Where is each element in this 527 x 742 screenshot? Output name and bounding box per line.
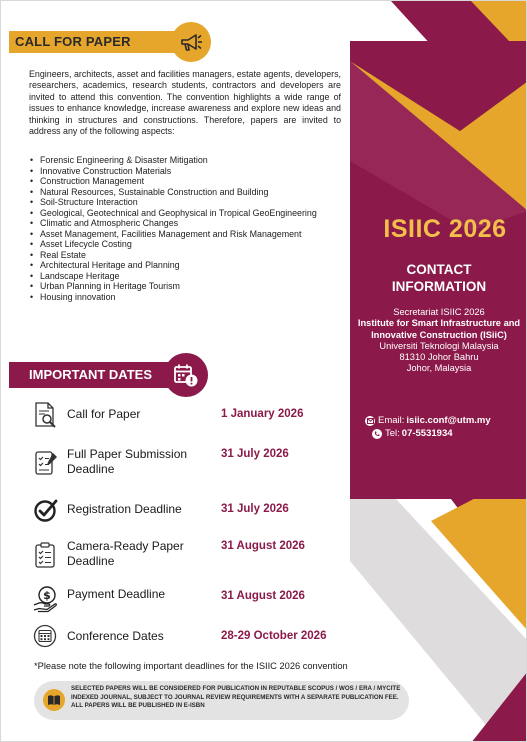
call-for-paper-intro: Engineers, architects, asset and facilities managers, estate agents, developers, researchers, academics, research students, contractors and developers are invited to attend this convention. The convention highlights a wide range of issues to enhance knowledge, increase awareness and explore new ideas and thinking in structures and constructions. Therefore, papers are invited to address any of the following aspects:: [29, 69, 341, 137]
check-circle-icon: [33, 497, 57, 523]
tel-label: Tel:: [385, 427, 400, 439]
hand-dollar-icon: [33, 585, 57, 611]
topic-item: • Soil-Structure Interaction: [29, 197, 339, 208]
contact-heading: [355, 261, 523, 295]
topic-item: • Asset Management, Facilities Management and Risk Management: [29, 229, 339, 240]
date-value: 1 January 2026: [221, 408, 304, 420]
document-search-icon: [33, 401, 57, 427]
topic-item: • Architectural Heritage and Planning: [29, 260, 339, 271]
date-value: 31 August 2026: [221, 590, 305, 602]
institute-name: Institute for Smart Infrastructure and Innovative Construction (ISiiC): [357, 318, 521, 340]
megaphone-icon: [171, 22, 211, 62]
topic-item: • Real Estate: [29, 250, 339, 261]
tel-row: [365, 428, 523, 441]
date-value: 31 July 2026: [221, 503, 289, 515]
topic-item: • Natural Resources, Sustainable Construction and Building: [29, 187, 339, 198]
contact-heading-line1: CONTACT: [406, 262, 472, 277]
email-label: Email:: [378, 415, 405, 426]
calendar-circle-icon: [33, 623, 57, 649]
calendar-alert-icon: [164, 353, 208, 397]
secretariat: Secretariat ISIIC 2026: [393, 307, 485, 317]
svg-text:$: $: [43, 589, 51, 602]
contact-lines: [365, 415, 523, 440]
topic-item: • Climatic and Atmospheric Changes: [29, 218, 339, 229]
date-label: Camera-Ready Paper Deadline: [67, 539, 184, 568]
tel-number[interactable]: 07-5531934: [401, 427, 453, 439]
important-dates-title: IMPORTANT DATES: [29, 367, 153, 382]
topics-list: [29, 155, 339, 302]
topic-item: • Housing innovation: [29, 292, 339, 303]
date-value: 28-29 October 2026: [221, 630, 327, 642]
topic-item: • Construction Management: [29, 176, 339, 187]
date-label: Call for Paper: [67, 407, 141, 421]
deadline-note: *Please note the following important deadlines for the ISIIC 2026 convention: [34, 661, 348, 671]
date-label: Conference Dates: [67, 629, 164, 643]
topic-item: • Asset Lifecycle Costing: [29, 239, 339, 250]
phone-icon: [372, 429, 382, 439]
email-link[interactable]: isiic.conf@utm.my: [406, 415, 491, 426]
clipboard-checklist-icon: [33, 541, 57, 567]
date-label: Registration Deadline: [67, 502, 182, 516]
email-icon: [365, 416, 375, 426]
topic-item: • Forensic Engineering & Disaster Mitigation: [29, 155, 339, 166]
date-label: Payment Deadline: [67, 587, 166, 601]
checklist-pen-icon: [33, 449, 57, 475]
contact-address: [355, 307, 523, 375]
state: Johor, Malaysia: [406, 363, 472, 374]
topic-item: • Geological, Geotechnical and Geophysical in Tropical GeoEngineering: [29, 208, 339, 219]
date-label: Full Paper Submission Deadline: [67, 447, 188, 476]
contact-heading-line2: INFORMATION: [391, 279, 487, 294]
event-brand: ISIIC 2026: [383, 215, 507, 243]
book-icon: [43, 689, 65, 711]
postcode: 81310 Johor Bahru: [399, 352, 479, 363]
topic-item: • Innovative Construction Materials: [29, 166, 339, 177]
topic-item: • Landscape Heritage: [29, 271, 339, 282]
university-name: Universiti Teknologi Malaysia: [379, 340, 499, 351]
email-row: [365, 415, 523, 428]
topic-item: • Urban Planning in Heritage Tourism: [29, 281, 339, 292]
publication-text: SELECTED PAPERS WILL BE CONSIDERED FOR PUBLICATION IN REPUTABLE SCOPUS / WOS / ERA / MYCITE INDEXED JOURNAL, SUBJECT TO JOURNAL REVIEW REQUIREMENTS WITH A SEPARATE PUBLICATION FEE. ALL PAPERS WILL BE PUBLISHED IN E-ISBN: [71, 685, 401, 710]
date-value: 31 August 2026: [221, 540, 305, 552]
date-value: 31 July 2026: [221, 448, 289, 460]
call-for-paper-title: CALL FOR PAPER: [15, 34, 131, 49]
